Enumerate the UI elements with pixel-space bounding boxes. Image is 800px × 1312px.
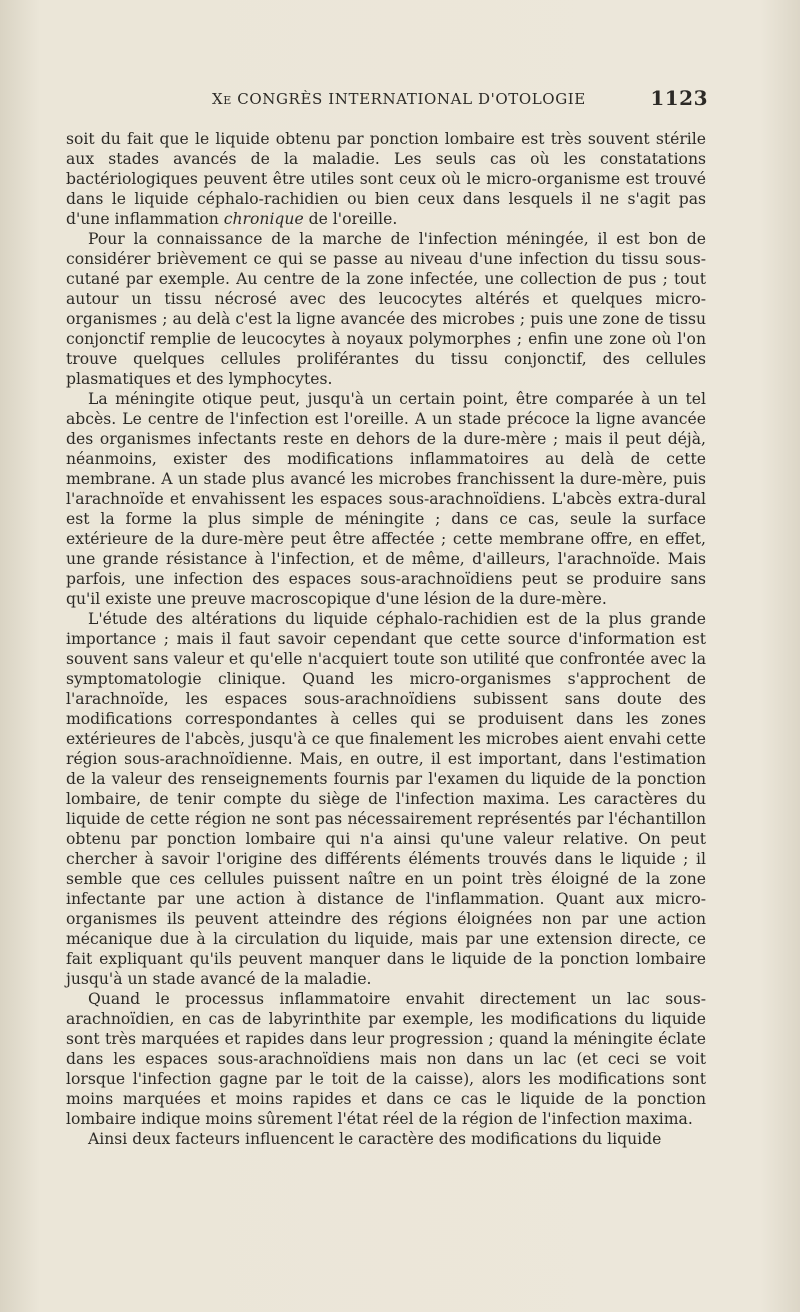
page-header bbox=[64, 86, 708, 116]
running-title: Xe CONGRÈS INTERNATIONAL D'OTOLOGIE bbox=[212, 90, 586, 108]
paragraph-3: La méningite otique peut, jusqu'à un certain point, être comparée à un tel abcès. Le centre de l'infection est l'oreille. A un stade précoce la ligne avancée des organismes infectants reste en dehors de la dure-mère ; mais il peut déjà, néanmoins, exister des modifications inflammatoires au delà de cette membrane. A un stade plus avancé les microbes franchissent la dure-mère, puis l'arachnoïde et envahissent les espaces sous-arachnoïdiens. L'abcès extra-dural est la forme la plus simple de méningite ; dans ce cas, seule la surface extérieure de la dure-mère peut être affectée ; cette membrane offre, en effet, une grande résistance à l'infection, et de même, d'ailleurs, l'arachnoïde. Mais parfois, une infection des espaces sous-arachnoïdiens peut se produire sans qu'il existe une preuve macroscopique d'une lésion de la dure-mère. bbox=[66, 390, 706, 608]
paragraph-1 bbox=[66, 129, 706, 229]
emphasis-chronique: chronique bbox=[223, 210, 304, 228]
paragraph-1-start: soit du fait que le liquide obtenu par ponction lombaire est très souvent stérile aux stades avancés de la maladie. Les seuls cas où les constatations bactériologiques peuvent être utiles sont ceux où le micro-organisme est trouvé dans le liquide céphalo-rachidien ou bien ceux dans lesquels il ne s'agit pas d'une inflammation bbox=[66, 130, 706, 228]
paragraph-6: Ainsi deux facteurs influencent le caractère des modifications du liquide bbox=[88, 1130, 662, 1148]
body-text bbox=[66, 129, 706, 1149]
paragraph-1-end: de l'oreille. bbox=[303, 210, 398, 228]
paragraph-5: Quand le processus inflammatoire envahit directement un lac sous-arachnoïdien, en cas de labyrinthite par exemple, les modifications du liquide sont très marquées et rapides dans leur progression ; quand la méningite éclate dans les espaces sous-arachnoïdiens mais non dans un lac (et ceci se voit lorsque l'infection gagne par le toit de la caisse), alors les modifications sont moins marquées et moins rapides et dans ce cas le liquide de la ponction lombaire indique moins sûrement l'état réel de la région de l'infection maxima. bbox=[66, 990, 706, 1128]
page-number: 1123 bbox=[650, 86, 708, 110]
paragraph-2: Pour la connaissance de la marche de l'infection méningée, il est bon de considérer brièvement ce qui se passe au niveau d'une infection du tissu sous-cutané par exemple. Au centre de la zone infectée, une collection de pus ; tout autour un tissu nécrosé avec des leucocytes altérés et quelques micro-organismes ; au delà c'est la ligne avancée des microbes ; puis une zone de tissu conjonctif remplie de leucocytes à noyaux polymorphes ; enfin une zone où l'on trouve quelques cellules proliférantes du tissu conjonctif, des cellules plasmatiques et des lymphocytes. bbox=[66, 230, 706, 388]
paragraph-4: L'étude des altérations du liquide céphalo-rachidien est de la plus grande importance ; mais il faut savoir cependant que cette source d'information est souvent sans valeur et qu'elle n'acquiert toute son utilité que confrontée avec la symptomatologie clinique. Quand les micro-organismes s'approchent de l'arachnoïde, les espaces sous-arachnoïdiens subissent sans doute des modifications correspondantes à celles qui se produisent dans les zones extérieures de l'abcès, jusqu'à ce que finalement les microbes aient envahi cette région sous-arachnoïdienne. Mais, en outre, il est important, dans l'estimation de la valeur des renseignements fournis par l'examen du liquide de la ponction lombaire, de tenir compte du siège de l'infection maxima. Les caractères du liquide de cette région ne sont pas nécessairement représentés par l'échantillon obtenu par ponction lombaire qui n'a ainsi qu'une valeur relative. On peut chercher à savoir l'origine des différents éléments trouvés dans le liquide ; il semble que ces cellules puissent naître en un point très éloigné de la zone infectante par une action à distance de l'inflammation. Quant aux micro-organismes ils peuvent atteindre des régions éloignées non par une action mécanique due à la circulation du liquide, mais par une extension directe, ce fait expliquant qu'ils peuvent manquer dans le liquide de la ponction lombaire jusqu'à un stade avancé de la maladie. bbox=[66, 610, 706, 988]
